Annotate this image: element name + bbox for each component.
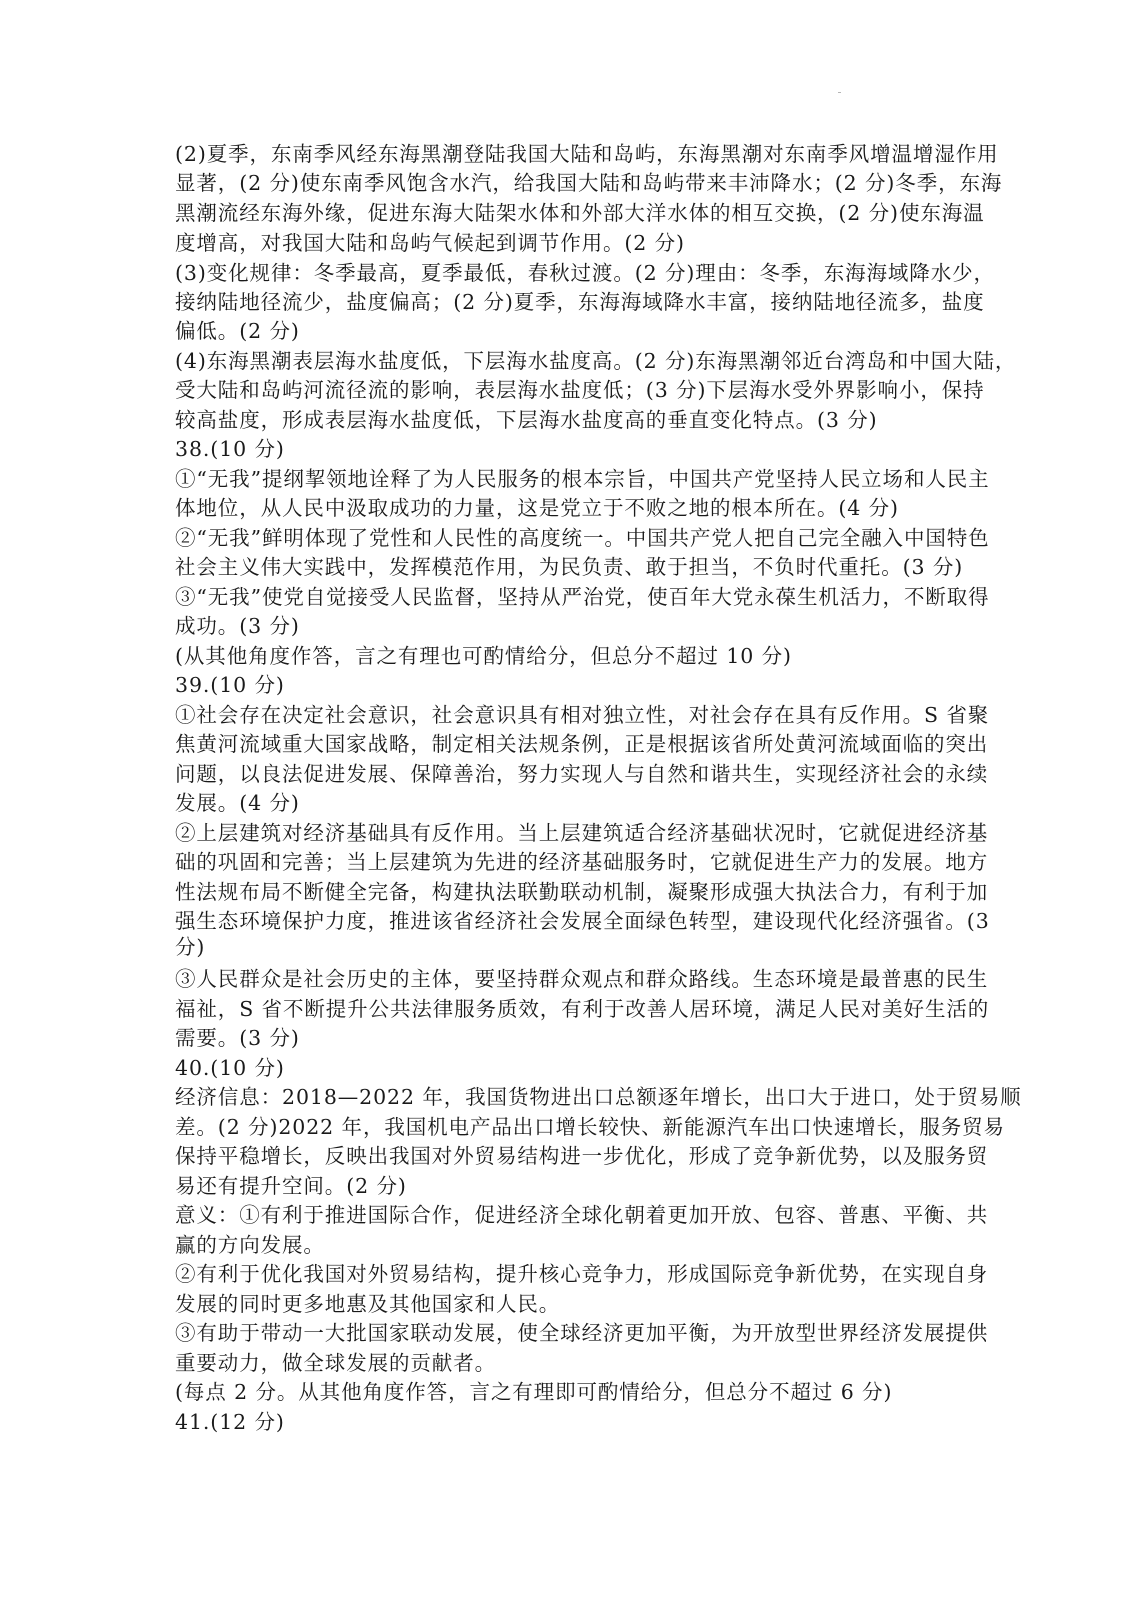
text-line: ②上层建筑对经济基础具有反作用。当上层建筑适合经济基础状况时，它就促进经济基 xyxy=(175,821,989,845)
question-heading: 40.(10 分) xyxy=(175,1056,285,1080)
text-line: 成功。(3 分) xyxy=(175,614,300,638)
text-line: ①“无我”提纲挈领地诠释了为人民服务的根本宗旨，中国共产党坚持人民立场和人民主 xyxy=(175,467,990,491)
text-line: 础的巩固和完善；当上层建筑为先进的经济基础服务时，它就促进生产力的发展。地方 xyxy=(175,850,989,874)
text-line: (2)夏季，东南季风经东海黑潮登陆我国大陆和岛屿，东海黑潮对东南季风增温增湿作用 xyxy=(175,142,999,166)
text-line: ②有利于优化我国对外贸易结构，提升核心竞争力，形成国际竞争新优势，在实现自身 xyxy=(175,1262,989,1286)
text-line: ③有助于带动一大批国家联动发展，使全球经济更加平衡，为开放型世界经济发展提供 xyxy=(175,1321,989,1345)
text-line: 显著，(2 分)使东南季风饱含水汽，给我国大陆和岛屿带来丰沛降水；(2 分)冬季，东海 xyxy=(175,171,1003,195)
text-line: ①社会存在决定社会意识，社会意识具有相对独立性，对社会存在具有反作用。S 省聚 xyxy=(175,703,990,727)
text-line: 接纳陆地径流少，盐度偏高；(2 分)夏季，东海海域降水丰富，接纳陆地径流多，盐度 xyxy=(175,290,985,314)
question-heading: 41.(12 分) xyxy=(175,1410,285,1434)
text-line: (3)变化规律：冬季最高，夏季最低，春秋过渡。(2 分)理由：冬季，东海海域降水少， xyxy=(175,261,995,285)
text-line: 黑潮流经东海外缘，促进东海大陆架水体和外部大洋水体的相互交换，(2 分)使东海温 xyxy=(175,201,985,225)
text-line: 需要。(3 分) xyxy=(175,1026,300,1050)
text-line: 受大陆和岛屿河流径流的影响，表层海水盐度低；(3 分)下层海水受外界影响小，保持 xyxy=(175,378,985,402)
text-line: 意义：①有利于推进国际合作，促进经济全球化朝着更加开放、包容、普惠、平衡、共 xyxy=(175,1203,989,1227)
question-heading: 39.(10 分) xyxy=(175,673,285,697)
text-line: 福祉，S 省不断提升公共法律服务质效，有利于改善人居环境，满足人民对美好生活的 xyxy=(175,997,990,1021)
scoring-note: (每点 2 分。从其他角度作答，言之有理即可酌情给分，但总分不超过 6 分) xyxy=(175,1380,893,1404)
text-line: 性法规布局不断健全完备，构建执法联勤联动机制，凝聚形成强大执法合力，有利于加 xyxy=(175,880,989,904)
text-line: 发展的同时更多地惠及其他国家和人民。 xyxy=(175,1292,561,1316)
text-line: 焦黄河流域重大国家战略，制定相关法规条例，正是根据该省所处黄河流域面临的突出 xyxy=(175,732,989,756)
text-line: 赢的方向发展。 xyxy=(175,1233,325,1257)
text-line: ③人民群众是社会历史的主体，要坚持群众观点和群众路线。生态环境是最普惠的民生 xyxy=(175,967,989,991)
text-line: 问题，以良法促进发展、保障善治，努力实现人与自然和谐共生，实现经济社会的永续 xyxy=(175,762,989,786)
text-line: 经济信息：2018—2022 年，我国货物进出口总额逐年增长，出口大于进口，处于贸易顺 xyxy=(175,1085,1022,1109)
text-line: 较高盐度，形成表层海水盐度低，下层海水盐度高的垂直变化特点。(3 分) xyxy=(175,408,878,432)
text-line: 差。(2 分)2022 年，我国机电产品出口增长较快、新能源汽车出口快速增长，服务贸易 xyxy=(175,1115,1005,1139)
text-line: (4)东海黑潮表层海水盐度低，下层海水盐度高。(2 分)东海黑潮邻近台湾岛和中国大陆， xyxy=(175,349,1017,373)
text-line: 体地位，从人民中汲取成功的力量，这是党立于不败之地的根本所在。(4 分) xyxy=(175,496,899,520)
text-line: 度增高，对我国大陆和岛屿气候起到调节作用。(2 分) xyxy=(175,231,685,255)
text-line: 易还有提升空间。(2 分) xyxy=(175,1174,407,1198)
scoring-note: (从其他角度作答，言之有理也可酌情给分，但总分不超过 10 分) xyxy=(175,644,792,668)
text-line: ②“无我”鲜明体现了党性和人民性的高度统一。中国共产党人把自己完全融入中国特色 xyxy=(175,526,990,550)
text-line: 保持平稳增长，反映出我国对外贸易结构进一步优化，形成了竞争新优势，以及服务贸 xyxy=(175,1144,989,1168)
text-line: 社会主义伟大实践中，发挥模范作用，为民负责、敢于担当，不负时代重托。(3 分) xyxy=(175,555,964,579)
text-line: 发展。(4 分) xyxy=(175,791,300,815)
question-heading: 38.(10 分) xyxy=(175,437,285,461)
text-line: ③“无我”使党自觉接受人民监督，坚持从严治党，使百年大党永葆生机活力，不断取得 xyxy=(175,585,990,609)
text-line: 重要动力，做全球发展的贡献者。 xyxy=(175,1351,496,1375)
text-line: 强生态环境保护力度，推进该省经济社会发展全面绿色转型，建设现代化经济强省。(3 xyxy=(175,909,990,933)
text-line: 偏低。(2 分) xyxy=(175,319,300,343)
text-line: 分) xyxy=(175,935,206,959)
scan-speck xyxy=(838,92,841,93)
